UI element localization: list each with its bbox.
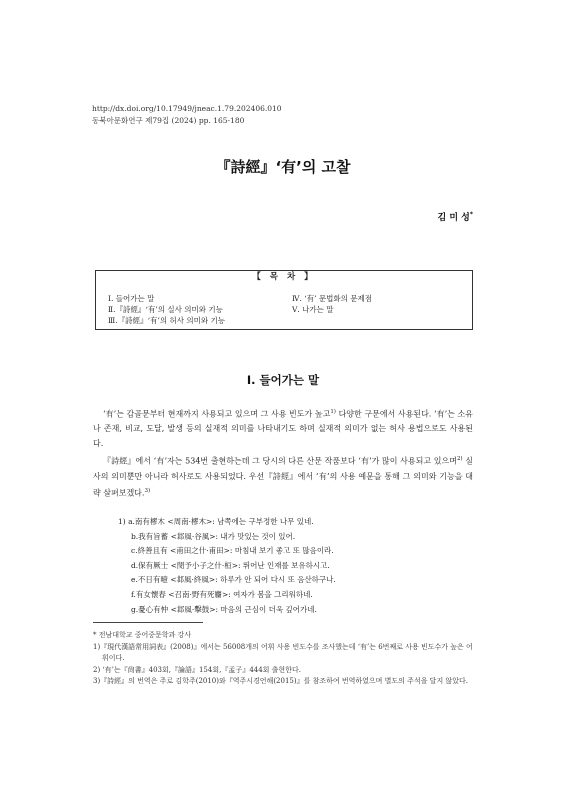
toc-column-left bbox=[108, 293, 225, 326]
footnote-divider bbox=[93, 622, 203, 623]
author-footnote-mark: * bbox=[469, 211, 473, 218]
example-item: 1) a.南有樛木 <周南·樛木>: 남쪽에는 구부정한 나무 있네. bbox=[118, 517, 314, 526]
doi-link[interactable]: http://dx.doi.org/10.17949/jneac.1.79.202406.010 bbox=[92, 104, 282, 113]
paragraph-2: 『詩經』에서 ‘有’자는 534번 출현하는데 그 당시의 다른 산문 작품보다 ‘有’가 많이 사용되고 있으며$^{2)}$ 실사의 의미뿐만 아니라 허사로도 사용되었다. 우선『詩經』에서 ‘有’의 사용 예문을 통해 그 의미와 기능을 대략 살펴보겠다.$^{3)}$ bbox=[93, 456, 473, 498]
example-item: b.我有旨蓄 <邶風·谷風>: 내가 맛있는 것이 있어. bbox=[131, 531, 296, 541]
toc-heading: 【 목 차 】 bbox=[244, 272, 323, 282]
toc-item-2: Ⅱ.『詩經』‘有’의 실사 의미와 기능 bbox=[108, 305, 223, 314]
example-item: f.有女懷春 <召南·野有死麕>: 여자가 봄을 그리워하네. bbox=[131, 589, 313, 599]
example-list bbox=[118, 515, 336, 617]
footnote-3: 3)『詩經』의 번역은 주로 김학주(2010)와『역주시경언해(2015)』를 참조하여 번역하였으며 별도의 주석을 달지 않았다. bbox=[93, 677, 468, 685]
author bbox=[438, 210, 474, 223]
toc-column-right bbox=[292, 293, 372, 315]
toc-item-5: Ⅴ. 나가는 말 bbox=[292, 305, 334, 314]
body-text bbox=[93, 405, 473, 502]
toc-item-3: Ⅲ.『詩經』‘有’의 허사 의미와 기능 bbox=[108, 316, 225, 325]
paragraph-1: ‘有’는 갑골문부터 현재까지 사용되고 있으며 그 사용 빈도가 높고$^{1)}$ 다양한 구문에서 사용된다. ‘有’는 소유나 존재, 비교, 도달, 발생 등의 실재적 의미를 나타내기도 하며 실재적 의미가 없는 허사 용법으로도 사용된다. bbox=[93, 409, 473, 449]
table-of-contents bbox=[95, 270, 473, 330]
author-name: 김 미 성 bbox=[437, 213, 470, 223]
example-item: e.不日有曀 <邶風·終風>: 하루가 안 되어 다시 또 음산하구나. bbox=[131, 575, 336, 585]
example-item: c.終善且有 <甫田之什·甫田>: 마침내 보기 좋고 또 많음이라. bbox=[131, 546, 334, 556]
footnote-1: 1)『現代漢語常用詞表』(2008)』에서는 56008개의 어휘 사용 빈도수를 조사했는데 ‘有’는 6번째로 사용 빈도수가 높은 어휘이다. bbox=[93, 642, 473, 662]
footnote-author: * 전남대학교 중어중문학과 강사 bbox=[93, 631, 192, 639]
article-meta bbox=[92, 103, 282, 127]
footnote-ref-2[interactable]: 2) bbox=[456, 456, 463, 463]
example-item: d.保有厥士 <閔予小子之什·桓>: 뛰어난 인재를 보유하시고. bbox=[131, 560, 330, 570]
paper-title: 『詩經』‘有’의 고찰 bbox=[215, 158, 351, 176]
footnote-ref-3[interactable]: 3) bbox=[144, 488, 151, 495]
journal-citation: 동북아문화연구 제79집 (2024) pp. 165-180 bbox=[92, 116, 245, 125]
footnote-2: 2) ‘有’는『尙書』403회,『論語』154회,『孟子』444회 출현한다. bbox=[93, 665, 301, 674]
section-heading: Ⅰ. 들어가는 말 bbox=[246, 373, 320, 387]
example-item: g.憂心有忡 <邶風·擊鼓>: 마음의 근심이 더욱 깊어가네. bbox=[131, 604, 317, 614]
footnote-ref-1[interactable]: 1) bbox=[330, 409, 336, 415]
toc-item-4: Ⅳ. ‘有’ 문법화의 문제점 bbox=[292, 294, 373, 303]
toc-item-1: Ⅰ. 들어가는 말 bbox=[108, 294, 155, 303]
footnotes bbox=[93, 630, 473, 688]
